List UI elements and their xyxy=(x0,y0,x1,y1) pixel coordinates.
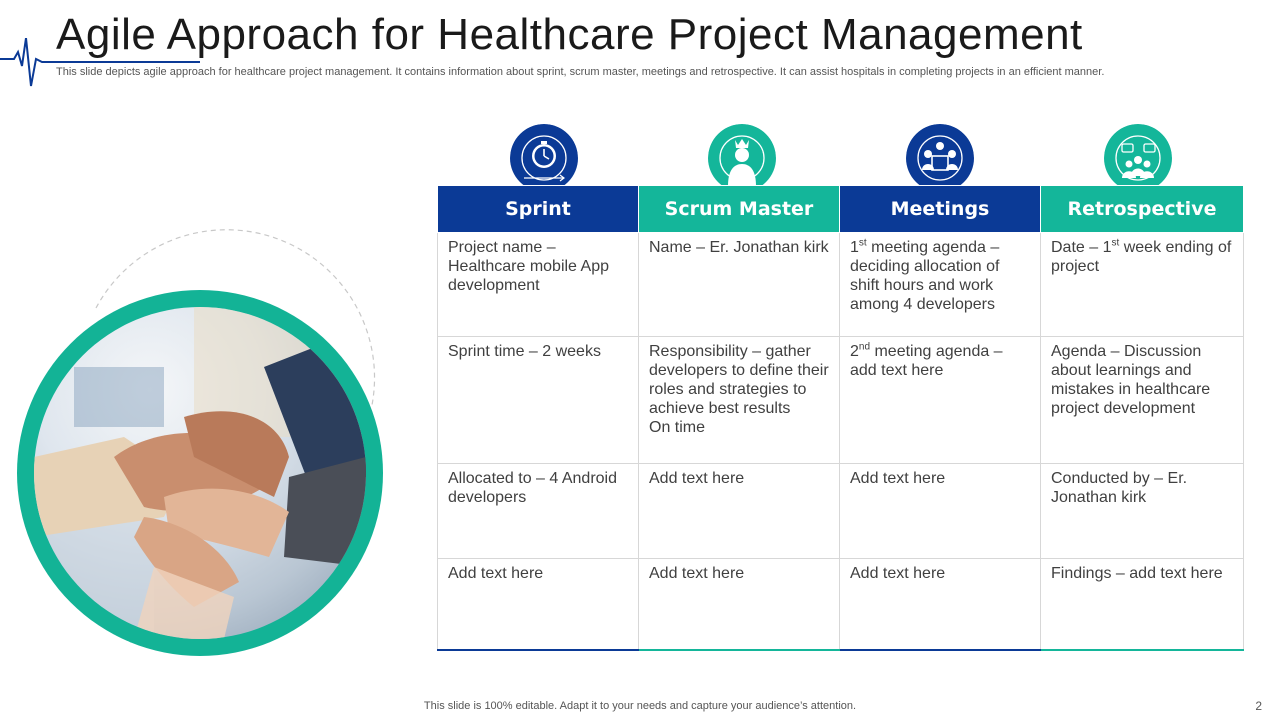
cell-text: meeting agenda – add text here xyxy=(850,343,1003,379)
page-number: 2 xyxy=(1255,699,1262,713)
table-cell: Name – Er. Jonathan kirk xyxy=(639,233,840,337)
table-cell: Project name – Healthcare mobile App development xyxy=(438,233,639,337)
cell-text: week ending of project xyxy=(1051,239,1232,275)
table-row xyxy=(438,464,1244,559)
column-header-scrum-master: Scrum Master xyxy=(639,186,840,233)
table-cell: Findings – add text here xyxy=(1041,559,1244,651)
table-cell: Add text here xyxy=(840,464,1041,559)
table-header-row xyxy=(438,186,1244,233)
table-cell: Conducted by – Er. Jonathan kirk xyxy=(1041,464,1244,559)
agile-approach-table xyxy=(437,185,1244,651)
teamwork-hands-image xyxy=(34,307,366,639)
table-row xyxy=(438,559,1244,651)
page-subtitle: This slide depicts agile approach for healthcare project management. It contains information about sprint, scrum master, meetings and retrospective. It can assist hospitals in completing projects in an efficient manner. xyxy=(56,66,1105,78)
cell-text: On time xyxy=(649,419,706,436)
hands-photo-group xyxy=(0,180,420,680)
table-cell xyxy=(840,233,1041,337)
table-cell: Add text here xyxy=(438,559,639,651)
ordinal-suffix: nd xyxy=(858,341,871,353)
column-header-sprint: Sprint xyxy=(438,186,639,233)
ordinal-suffix: st xyxy=(1111,237,1120,249)
page-title: Agile Approach for Healthcare Project Management xyxy=(56,10,1083,59)
team-chat-icon xyxy=(1104,124,1172,186)
stopwatch-icon xyxy=(510,124,578,186)
column-header-retrospective: Retrospective xyxy=(1041,186,1244,233)
table-cell xyxy=(840,337,1041,464)
column-header-meetings: Meetings xyxy=(840,186,1041,233)
table-cell: Sprint time – 2 weeks xyxy=(438,337,639,464)
cell-text: 1 xyxy=(850,239,859,256)
footer-note: This slide is 100% editable. Adapt it to your needs and capture your audience’s attention. xyxy=(423,700,857,712)
cell-text: Date – 1 xyxy=(1051,239,1112,256)
table-cell: Add text here xyxy=(639,559,840,651)
cell-text: Responsibility – gather developers to define their roles and strategies to achieve best results xyxy=(649,343,829,417)
ordinal-suffix: st xyxy=(858,237,867,249)
table-cell: Allocated to – 4 Android developers xyxy=(438,464,639,559)
crowned-person-icon xyxy=(708,124,776,186)
cell-text: 2 xyxy=(850,343,859,360)
table-cell xyxy=(1041,233,1244,337)
meeting-table-icon xyxy=(906,124,974,186)
table-row xyxy=(438,337,1244,464)
cell-text: meeting agenda – deciding allocation of shift hours and work among 4 developers xyxy=(850,239,1000,313)
table-row xyxy=(438,233,1244,337)
table-cell: Add text here xyxy=(639,464,840,559)
table-cell: Agenda – Discussion about learnings and mistakes in healthcare project development xyxy=(1041,337,1244,464)
table-cell xyxy=(639,337,840,464)
table-cell: Add text here xyxy=(840,559,1041,651)
